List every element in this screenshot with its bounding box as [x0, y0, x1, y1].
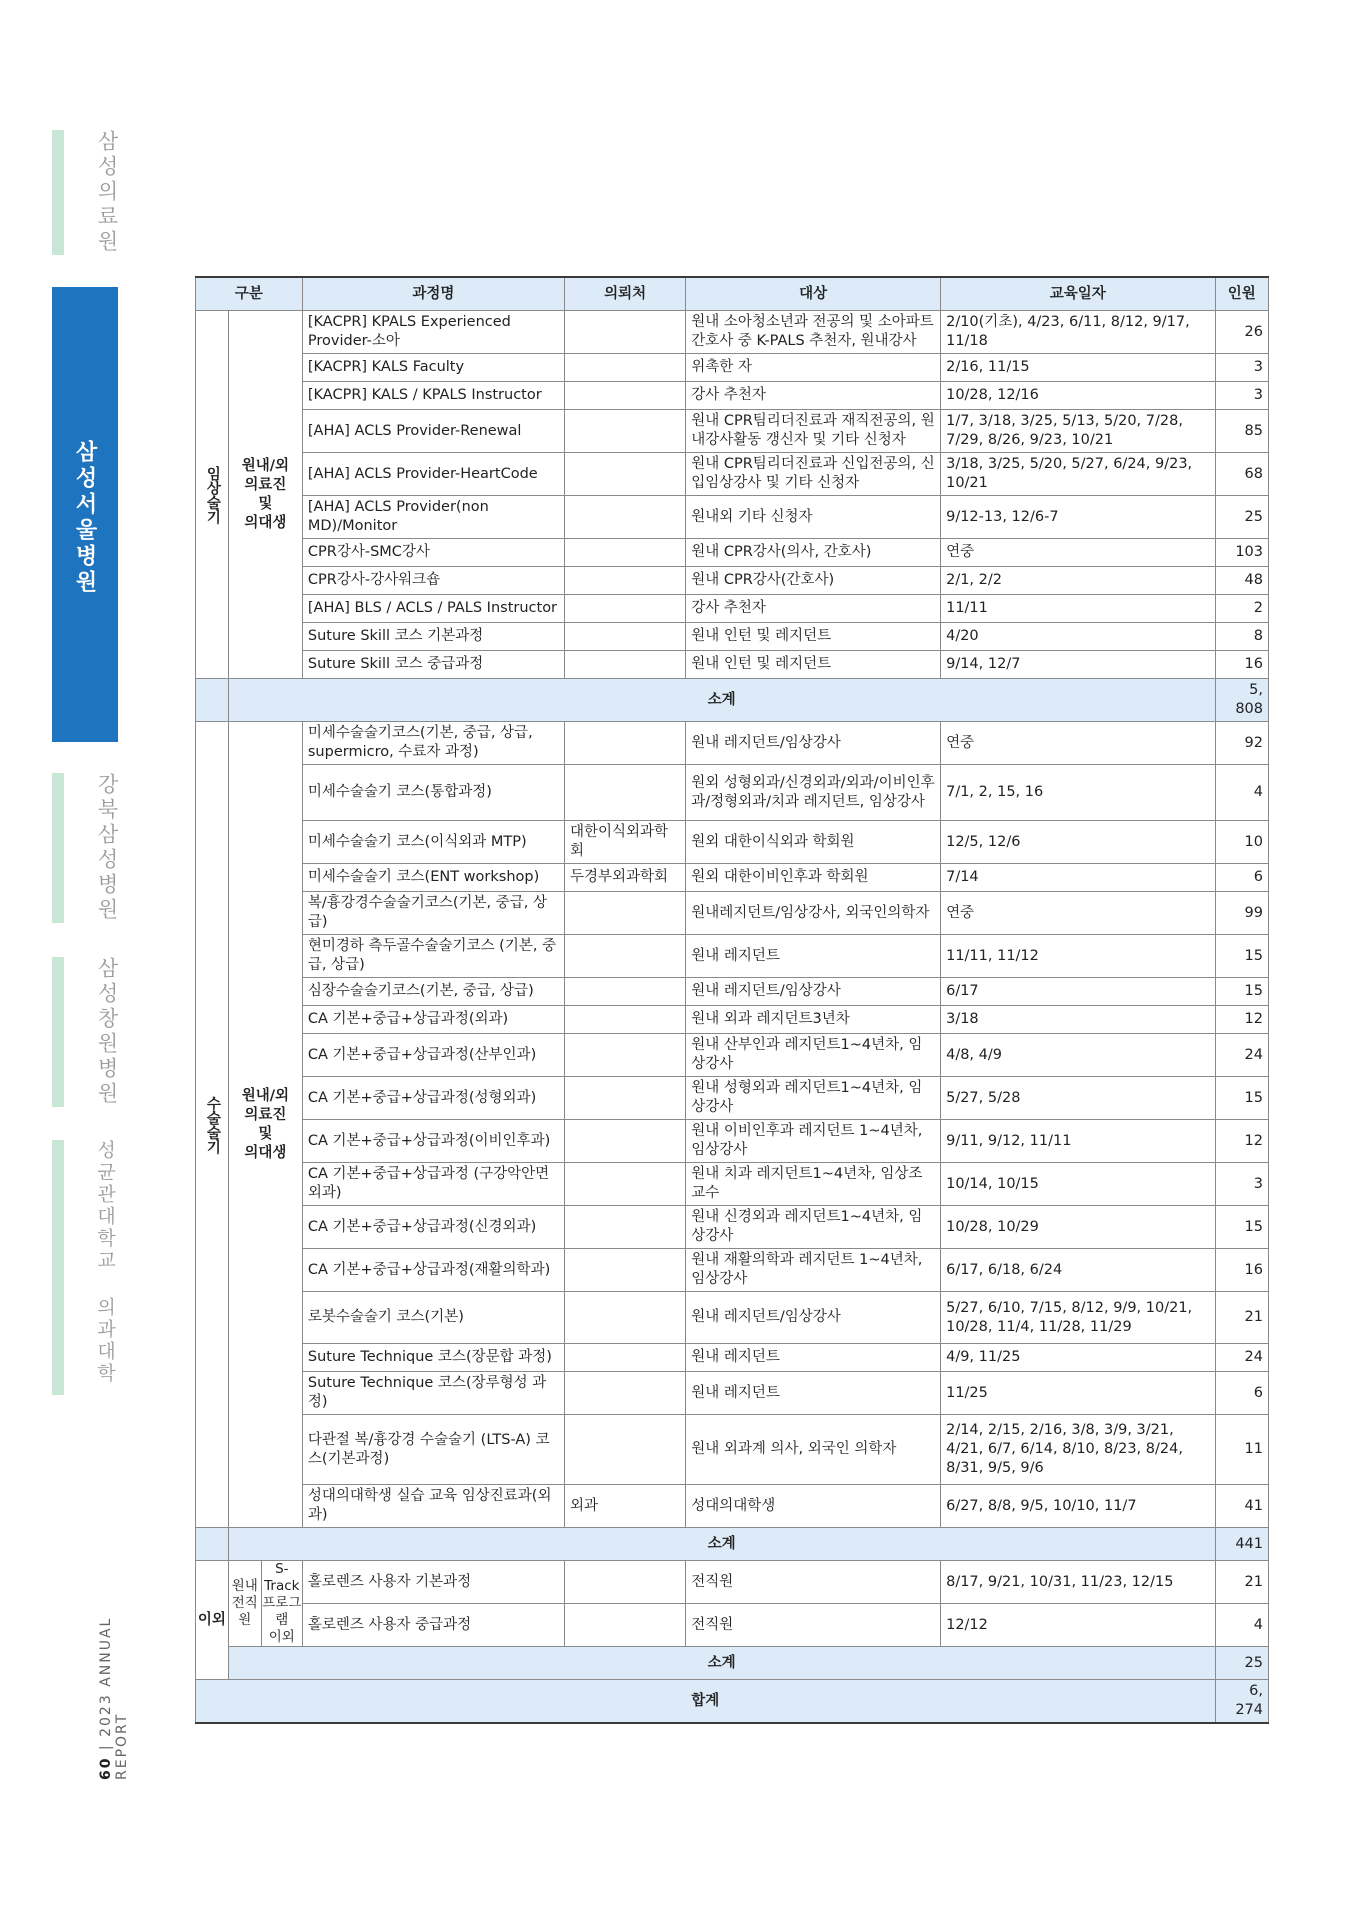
dates: 5/27, 6/10, 7/15, 8/12, 9/9, 10/21, 10/28, 11/4, 11/28, 11/29: [941, 1292, 1215, 1344]
course-name: [KACPR] KALS Faculty: [302, 354, 564, 382]
count: 3: [1215, 354, 1269, 382]
sidebar-item-kangbuk-samsung-hospital[interactable]: 강북삼성병원: [95, 773, 119, 923]
sidebar-tab-marker-5: [52, 1140, 64, 1395]
dates: 6/27, 8/8, 9/5, 10/10, 11/7: [941, 1485, 1215, 1528]
table-row: [196, 354, 1269, 382]
target: 원내 레지던트/임상강사: [686, 1292, 941, 1344]
target: 원내 레지던트: [686, 935, 941, 978]
requester: [564, 1344, 685, 1372]
header-count: 인원: [1215, 277, 1269, 311]
header-requester: 의뢰처: [564, 277, 685, 311]
requester: [564, 539, 685, 567]
requester: [564, 722, 685, 765]
target: 성대의대학생: [686, 1485, 941, 1528]
dates: 2/1, 2/2: [941, 567, 1215, 595]
requester: [564, 1006, 685, 1034]
requester: [564, 1372, 685, 1415]
table-row: [196, 892, 1269, 935]
section-name: 이외: [196, 1561, 229, 1680]
course-name: 미세수술술기 코스(이식외과 MTP): [302, 821, 564, 864]
header-target: 대상: [686, 277, 941, 311]
table-row: [196, 496, 1269, 539]
dates: 8/17, 9/21, 10/31, 11/23, 12/15: [941, 1561, 1215, 1604]
requester: [564, 1034, 685, 1077]
count: 41: [1215, 1485, 1269, 1528]
target: 전직원: [686, 1561, 941, 1604]
course-name: [KACPR] KALS / KPALS Instructor: [302, 382, 564, 410]
table-row: [196, 410, 1269, 453]
dates: 2/10(기초), 4/23, 6/11, 8/12, 9/17, 11/18: [941, 311, 1215, 354]
total-value: 6, 274: [1215, 1680, 1269, 1724]
course-name: 미세수술술기 코스(통합과정): [302, 765, 564, 821]
sidebar-item-skku-medicine[interactable]: 성균관대학교 의과대학: [94, 1140, 116, 1385]
subtotal-label: 소계: [228, 1528, 1215, 1561]
target: 원내 CPR강사(의사, 간호사): [686, 539, 941, 567]
count: 3: [1215, 382, 1269, 410]
dates: 4/8, 4/9: [941, 1034, 1215, 1077]
table-row: [196, 311, 1269, 354]
table-row: [196, 1372, 1269, 1415]
requester: [564, 311, 685, 354]
table-row: [196, 1561, 1269, 1604]
table-row: [196, 1249, 1269, 1292]
target: 원내 레지던트/임상강사: [686, 722, 941, 765]
count: 21: [1215, 1561, 1269, 1604]
table-row: [196, 651, 1269, 679]
dates: 12/12: [941, 1604, 1215, 1647]
course-name: [AHA] ACLS Provider-HeartCode: [302, 453, 564, 496]
count: 103: [1215, 539, 1269, 567]
course-name: CA 기본+중급+상급과정(외과): [302, 1006, 564, 1034]
table-row: [196, 864, 1269, 892]
target: 원내 CPR팀리더진료과 신입전공의, 신입임상강사 및 기타 신청자: [686, 453, 941, 496]
count: 2: [1215, 595, 1269, 623]
course-name: [AHA] ACLS Provider(non MD)/Monitor: [302, 496, 564, 539]
count: 4: [1215, 1604, 1269, 1647]
target: 원내 이비인후과 레지던트 1~4년차, 임상강사: [686, 1120, 941, 1163]
footer-separator: |: [98, 1743, 114, 1751]
course-name: 미세수술술기코스(기본, 중급, 상급, supermicro, 수료자 과정): [302, 722, 564, 765]
section-name-text: 수술술기: [204, 1095, 221, 1154]
table-header-row: [196, 277, 1269, 311]
target-group: 원내/외 의료진 및 의대생: [228, 722, 302, 1528]
target: 원내 CPR팀리더진료과 재직전공의, 원내강사활동 갱신자 및 기타 신청자: [686, 410, 941, 453]
table-row: [196, 539, 1269, 567]
dates: 9/11, 9/12, 11/11: [941, 1120, 1215, 1163]
subtotal-value: 441: [1215, 1528, 1269, 1561]
dates: 연중: [941, 722, 1215, 765]
course-name: Suture Skill 코스 중급과정: [302, 651, 564, 679]
course-name: CA 기본+중급+상급과정(이비인후과): [302, 1120, 564, 1163]
subtotal-value: 25: [1215, 1647, 1269, 1680]
requester: [564, 1249, 685, 1292]
count: 3: [1215, 1163, 1269, 1206]
target: 원내 외과 레지던트3년차: [686, 1006, 941, 1034]
target: 원내 성형외과 레지던트1~4년차, 임상강사: [686, 1077, 941, 1120]
subtotal-label: 소계: [228, 679, 1215, 722]
count: 25: [1215, 496, 1269, 539]
table-row: [196, 1006, 1269, 1034]
count: 26: [1215, 311, 1269, 354]
table-row: [196, 1206, 1269, 1249]
count: 12: [1215, 1006, 1269, 1034]
course-name: 복/흉강경수술술기코스(기본, 중급, 상급): [302, 892, 564, 935]
count: 92: [1215, 722, 1269, 765]
count: 4: [1215, 765, 1269, 821]
subtotal-row: [196, 679, 1269, 722]
dates: 4/20: [941, 623, 1215, 651]
sidebar-item-samsung-changwon-hospital[interactable]: 삼성창원병원: [95, 957, 119, 1107]
course-name: CPR강사-SMC강사: [302, 539, 564, 567]
dates: 7/14: [941, 864, 1215, 892]
course-name: 로봇수술술기 코스(기본): [302, 1292, 564, 1344]
dates: 9/14, 12/7: [941, 651, 1215, 679]
subtotal-spacer: [196, 1528, 229, 1561]
course-name: 홀로렌즈 사용자 기본과정: [302, 1561, 564, 1604]
page-number: 60: [98, 1756, 114, 1780]
table-row: [196, 765, 1269, 821]
subtotal-row: [196, 1647, 1269, 1680]
requester: [564, 1561, 685, 1604]
count: 15: [1215, 935, 1269, 978]
table-row: [196, 1485, 1269, 1528]
count: 15: [1215, 1206, 1269, 1249]
target: 원외 대한이비인후과 학회원: [686, 864, 941, 892]
course-name: CA 기본+중급+상급과정(성형외과): [302, 1077, 564, 1120]
header-dates: 교육일자: [941, 277, 1215, 311]
dates: 2/14, 2/15, 2/16, 3/8, 3/9, 3/21, 4/21, 6/7, 6/14, 8/10, 8/23, 8/24, 8/31, 9/5, 9/6: [941, 1415, 1215, 1485]
dates: 3/18: [941, 1006, 1215, 1034]
course-name: Suture Skill 코스 기본과정: [302, 623, 564, 651]
table-row: [196, 1344, 1269, 1372]
report-title: 2023 ANNUAL REPORT: [98, 1616, 130, 1780]
dates: 10/14, 10/15: [941, 1163, 1215, 1206]
table-row: [196, 1120, 1269, 1163]
requester: [564, 1292, 685, 1344]
target: 원내 신경외과 레지던트1~4년차, 임상강사: [686, 1206, 941, 1249]
section-name: [196, 311, 229, 679]
subtotal-row: [196, 1528, 1269, 1561]
course-name: Suture Technique 코스(장루형성 과정): [302, 1372, 564, 1415]
count: 10: [1215, 821, 1269, 864]
target: 전직원: [686, 1604, 941, 1647]
requester: [564, 892, 685, 935]
count: 85: [1215, 410, 1269, 453]
requester: [564, 1120, 685, 1163]
dates: 7/1, 2, 15, 16: [941, 765, 1215, 821]
table-row: [196, 595, 1269, 623]
dates: 연중: [941, 892, 1215, 935]
dates: 연중: [941, 539, 1215, 567]
dates: 6/17: [941, 978, 1215, 1006]
course-name: 미세수술술기 코스(ENT workshop): [302, 864, 564, 892]
target: 원내 CPR강사(간호사): [686, 567, 941, 595]
course-name: 성대의대학생 실습 교육 임상진료과(외과): [302, 1485, 564, 1528]
course-name: [AHA] ACLS Provider-Renewal: [302, 410, 564, 453]
dates: 4/9, 11/25: [941, 1344, 1215, 1372]
target-group: 원내/외 의료진 및 의대생: [228, 311, 302, 679]
target: 위촉한 자: [686, 354, 941, 382]
education-table: [195, 276, 1269, 1724]
requester: [564, 935, 685, 978]
target: 원외 성형외과/신경외과/외과/이비인후과/정형외과/치과 레지던트, 임상강사: [686, 765, 941, 821]
count: 16: [1215, 651, 1269, 679]
target: 원내 소아청소년과 전공의 및 소아파트 간호사 중 K-PALS 추천자, 원내강사: [686, 311, 941, 354]
requester: [564, 1415, 685, 1485]
sidebar-item-samsung-seoul-hospital[interactable]: 삼성서울병원: [72, 440, 97, 596]
requester: 외과: [564, 1485, 685, 1528]
target-group: 원내 전직 원: [228, 1561, 261, 1647]
requester: [564, 978, 685, 1006]
table-row: [196, 1163, 1269, 1206]
table-row: [196, 1604, 1269, 1647]
target: 강사 추천자: [686, 382, 941, 410]
target: 강사 추천자: [686, 595, 941, 623]
target: 원내 외과계 의사, 외국인 의학자: [686, 1415, 941, 1485]
section-name: [196, 722, 229, 1528]
course-name: CA 기본+중급+상급과정(산부인과): [302, 1034, 564, 1077]
count: 15: [1215, 978, 1269, 1006]
dates: 5/27, 5/28: [941, 1077, 1215, 1120]
count: 68: [1215, 453, 1269, 496]
requester: [564, 453, 685, 496]
requester: 대한이식외과학회: [564, 821, 685, 864]
target: 원외 대한이식외과 학회원: [686, 821, 941, 864]
course-name: CA 기본+중급+상급과정(재활의학과): [302, 1249, 564, 1292]
course-name: 홀로렌즈 사용자 중급과정: [302, 1604, 564, 1647]
target: 원내레지던트/임상강사, 외국인의학자: [686, 892, 941, 935]
course-name: CPR강사-강사워크숍: [302, 567, 564, 595]
dates: 2/16, 11/15: [941, 354, 1215, 382]
table-row: [196, 382, 1269, 410]
requester: [564, 496, 685, 539]
course-name: [KACPR] KPALS Experienced Provider-소아: [302, 311, 564, 354]
count: 21: [1215, 1292, 1269, 1344]
table-row: [196, 1077, 1269, 1120]
count: 48: [1215, 567, 1269, 595]
requester: [564, 765, 685, 821]
requester: [564, 410, 685, 453]
target: 원내 레지던트/임상강사: [686, 978, 941, 1006]
page-footer: [98, 1560, 130, 1780]
count: 11: [1215, 1415, 1269, 1485]
count: 8: [1215, 623, 1269, 651]
dates: 3/18, 3/25, 5/20, 5/27, 6/24, 9/23, 10/21: [941, 453, 1215, 496]
table-row: [196, 1034, 1269, 1077]
subtotal-value: 5, 808: [1215, 679, 1269, 722]
course-name: [AHA] BLS / ACLS / PALS Instructor: [302, 595, 564, 623]
requester: [564, 354, 685, 382]
sidebar-tab-marker-1: [52, 130, 64, 255]
dates: 9/12-13, 12/6-7: [941, 496, 1215, 539]
total-row: [196, 1680, 1269, 1724]
dates: 10/28, 12/16: [941, 382, 1215, 410]
dates: 12/5, 12/6: [941, 821, 1215, 864]
dates: 10/28, 10/29: [941, 1206, 1215, 1249]
target: 원내 산부인과 레지던트1~4년차, 임상강사: [686, 1034, 941, 1077]
course-name: 다관절 복/흉강경 수술술기 (LTS-A) 코스(기본과정): [302, 1415, 564, 1485]
sidebar-tab-marker-3: [52, 773, 64, 923]
table-row: [196, 722, 1269, 765]
requester: [564, 1077, 685, 1120]
requester: [564, 1163, 685, 1206]
count: 12: [1215, 1120, 1269, 1163]
requester: [564, 595, 685, 623]
target: 원내 레지던트: [686, 1344, 941, 1372]
table-row: [196, 623, 1269, 651]
sidebar-item-samsung-medical-center[interactable]: 삼성의료원: [95, 130, 119, 255]
count: 6: [1215, 864, 1269, 892]
table-row: [196, 935, 1269, 978]
requester: [564, 623, 685, 651]
target: 원내 인턴 및 레지던트: [686, 651, 941, 679]
dates: 11/11, 11/12: [941, 935, 1215, 978]
table-row: [196, 453, 1269, 496]
course-name: 심장수술술기코스(기본, 중급, 상급): [302, 978, 564, 1006]
dates: 6/17, 6/18, 6/24: [941, 1249, 1215, 1292]
subtotal-label: 소계: [228, 1647, 1215, 1680]
program-group: S-Track 프로그램 이외: [262, 1561, 302, 1645]
requester: 두경부외과학회: [564, 864, 685, 892]
target: 원내 재활의학과 레지던트 1~4년차, 임상강사: [686, 1249, 941, 1292]
target: 원내 레지던트: [686, 1372, 941, 1415]
table-row: [196, 567, 1269, 595]
target: 원내 인턴 및 레지던트: [686, 623, 941, 651]
target: 원내외 기타 신청자: [686, 496, 941, 539]
course-name: CA 기본+중급+상급과정(신경외과): [302, 1206, 564, 1249]
sidebar-tab-marker-4: [52, 957, 64, 1107]
header-course: 과정명: [302, 277, 564, 311]
total-label: 합계: [196, 1680, 1216, 1724]
dates: 11/11: [941, 595, 1215, 623]
table-row: [196, 1415, 1269, 1485]
course-name: 현미경하 측두골수술술기코스 (기본, 중급, 상급): [302, 935, 564, 978]
count: 24: [1215, 1034, 1269, 1077]
course-name: CA 기본+중급+상급과정 (구강악안면외과): [302, 1163, 564, 1206]
requester: [564, 1206, 685, 1249]
header-category: 구분: [196, 277, 303, 311]
table-row: [196, 1292, 1269, 1344]
dates: 1/7, 3/18, 3/25, 5/13, 5/20, 7/28, 7/29, 8/26, 9/23, 10/21: [941, 410, 1215, 453]
requester: [564, 382, 685, 410]
subtotal-spacer: [196, 679, 229, 722]
section-name-text: 임상술기: [204, 465, 221, 524]
count: 24: [1215, 1344, 1269, 1372]
target: 원내 치과 레지던트1~4년차, 임상조교수: [686, 1163, 941, 1206]
table-row: [196, 821, 1269, 864]
requester: [564, 567, 685, 595]
count: 99: [1215, 892, 1269, 935]
requester: [564, 1604, 685, 1647]
dates: 11/25: [941, 1372, 1215, 1415]
course-name: Suture Technique 코스(장문합 과정): [302, 1344, 564, 1372]
requester: [564, 651, 685, 679]
count: 15: [1215, 1077, 1269, 1120]
table-row: [196, 978, 1269, 1006]
count: 16: [1215, 1249, 1269, 1292]
count: 6: [1215, 1372, 1269, 1415]
